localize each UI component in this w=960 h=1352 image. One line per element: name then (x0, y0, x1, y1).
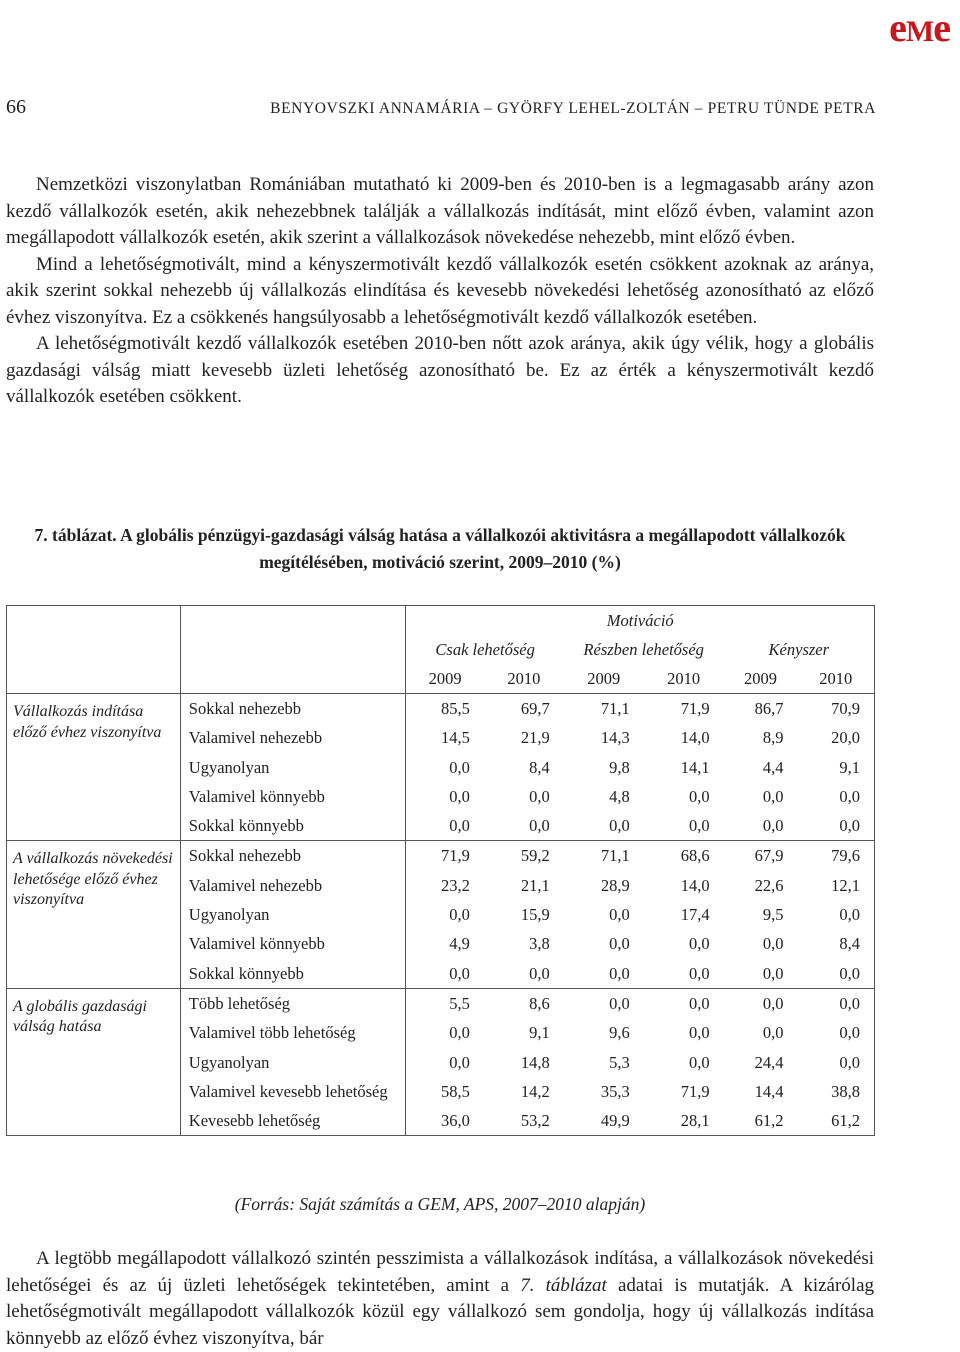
value-cell: 0,0 (406, 1018, 484, 1047)
value-cell: 0,0 (798, 900, 875, 929)
journal-logo: eMe (889, 5, 950, 50)
header-corner (180, 606, 406, 694)
row-label: Ugyanolyan (180, 753, 406, 782)
value-cell: 14,8 (520, 1052, 550, 1072)
value-cell: 61,2 (724, 1106, 798, 1136)
value-cell: 0,0 (406, 753, 484, 782)
value-cell: 53,2 (484, 1106, 564, 1136)
value-cell: 71,1 (564, 694, 644, 724)
value-cell: 8,4 (529, 757, 550, 777)
value-cell: 14,0 (680, 875, 710, 895)
value-cell: 71,9 (680, 1081, 710, 1101)
table-row (7, 694, 875, 724)
page-number: 66 (6, 96, 26, 118)
group-header: Kényszer (724, 635, 875, 664)
value-cell: 14,0 (680, 728, 710, 748)
value-cell: 0,0 (688, 963, 710, 983)
value-cell: 28,9 (600, 875, 630, 895)
value-cell: 71,9 (644, 694, 724, 724)
year-header: 2009 (587, 668, 621, 688)
row-label: Valamivel több lehetőség (180, 1018, 406, 1047)
year-header: 2010 (507, 668, 541, 688)
value-cell: 58,5 (406, 1077, 484, 1106)
value-cell: 5,5 (406, 988, 484, 1018)
group-header: Csak lehetőség (406, 635, 564, 664)
row-label: Ugyanolyan (180, 1048, 406, 1077)
value-cell: 0,0 (406, 782, 484, 811)
table-body (7, 694, 875, 1136)
value-cell: 9,1 (798, 753, 875, 782)
table-source: (Forrás: Saját számítás a GEM, APS, 2007–2010 alapján) (234, 1194, 646, 1214)
value-cell: 21,9 (520, 728, 550, 748)
table-reference: 7. táblázat (520, 1274, 607, 1296)
value-cell: 67,9 (724, 841, 798, 871)
value-cell: 79,6 (798, 841, 875, 871)
value-cell: 8,9 (762, 728, 784, 748)
row-label: Ugyanolyan (180, 900, 406, 929)
value-cell: 9,6 (609, 1023, 630, 1043)
table-title: A globális pénzügyi-gazdasági válság hatása a vállalkozói aktivitásra a megállapodott vállalkozók megítélésében, motiváció szerint, 2009–2010 (%) (120, 525, 846, 572)
year-header: 2010 (667, 668, 701, 688)
value-cell: 14,2 (520, 1081, 550, 1101)
value-cell: 5,3 (609, 1052, 630, 1072)
value-cell: 59,2 (484, 841, 564, 871)
value-cell: 0,0 (724, 988, 798, 1018)
row-label: Sokkal könnyebb (180, 959, 406, 989)
paragraph: A legtöbb megállapodott vállalkozó szintén pesszimista a vállalkozások indítása, a vállalkozások növekedési lehetőségei és az új üzleti lehetőségek tekintetében, amint a 7. táblázat adatai is mutatják. A kizárólag lehetőségmotivált megállapodott vállalkozók közül egy vállalkozó sem gondolja, hogy új vállalkozás indítása könnyebb az előző évhez viszonyítva, bár (6, 1248, 875, 1349)
value-cell: 14,3 (600, 728, 630, 748)
value-cell: 17,4 (680, 905, 710, 925)
value-cell: 49,9 (564, 1106, 644, 1136)
value-cell: 0,0 (762, 963, 784, 983)
value-cell: 0,0 (609, 905, 630, 925)
value-cell: 8,4 (798, 929, 875, 958)
row-group-label: Vállalkozás indítása előző évhez viszonyítva (7, 694, 181, 841)
header-corner (7, 606, 181, 694)
value-cell: 71,9 (406, 841, 484, 871)
value-cell: 85,5 (406, 694, 484, 724)
value-cell: 4,9 (406, 929, 484, 958)
value-cell: 0,0 (798, 782, 875, 811)
row-group-label: A vállalkozás növekedési lehetősége előző évhez viszonyítva (7, 841, 181, 988)
value-cell: 9,8 (609, 757, 630, 777)
row-label: Sokkal könnyebb (180, 811, 406, 841)
intro-text (6, 172, 874, 411)
year-header: 2009 (406, 664, 484, 694)
value-cell: 0,0 (529, 963, 550, 983)
value-cell: 20,0 (798, 723, 875, 752)
value-cell: 0,0 (762, 1023, 784, 1043)
paragraph: Nemzetközi viszonylatban Romániában mutatható ki 2009-ben és 2010-ben is a legmagasabb arány azon kezdő vállalkozók esetén, akik nehezebbnek találják a vállalkozás indítását, mint előző évben, valamint azon megállapodott vállalkozók esetén, akik szerint a vállalkozások növekedése nehezebb, mint előző évben. (6, 174, 874, 248)
year-header: 2010 (798, 664, 875, 694)
row-label: Sokkal nehezebb (180, 694, 406, 724)
value-cell: 35,3 (600, 1081, 630, 1101)
value-cell: 0,0 (688, 816, 710, 836)
value-cell: 0,0 (762, 816, 784, 836)
group-header: Részben lehetőség (583, 639, 704, 659)
value-cell: 38,8 (798, 1077, 875, 1106)
table-row (7, 988, 875, 1018)
value-cell: 4,4 (762, 757, 784, 777)
value-cell: 0,0 (688, 1052, 710, 1072)
row-label: Több lehetőség (180, 988, 406, 1018)
value-cell: 0,0 (798, 988, 875, 1018)
value-cell: 0,0 (798, 811, 875, 841)
table-row (7, 841, 875, 871)
value-cell: 0,0 (529, 816, 550, 836)
value-cell: 0,0 (609, 816, 630, 836)
value-cell: 0,0 (688, 1023, 710, 1043)
value-cell: 70,9 (798, 694, 875, 724)
row-group-label: A globális gazdasági válság hatása (7, 988, 181, 1135)
value-cell: 68,6 (644, 841, 724, 871)
paragraph: Mind a lehetőségmotivált, mind a kényszermotivált kezdő vállalkozók esetén csökkent azoknak az aránya, akik szerint sokkal nehezebb új vállalkozás elindítása és kevesebb növekedési lehetőség azonosítható az előző évhez viszonyítva. Ez a csökkenés hangsúlyosabb a lehetőségmotivált kezdő vállalkozók esetében. (6, 253, 874, 328)
value-cell: 8,6 (484, 988, 564, 1018)
value-cell: 0,0 (529, 786, 550, 806)
value-cell: 0,0 (406, 1048, 484, 1077)
value-cell: 0,0 (406, 900, 484, 929)
value-cell: 14,1 (680, 757, 710, 777)
value-cell: 69,7 (484, 694, 564, 724)
row-label: Valamivel könnyebb (180, 782, 406, 811)
value-cell: 0,0 (798, 1048, 875, 1077)
value-cell: 23,2 (406, 871, 484, 900)
value-cell: 14,5 (406, 723, 484, 752)
motivation-header: Motiváció (406, 606, 875, 636)
value-cell: 0,0 (762, 934, 784, 954)
value-cell: 0,0 (609, 963, 630, 983)
row-label: Valamivel könnyebb (180, 929, 406, 958)
value-cell: 0,0 (798, 959, 875, 989)
value-cell: 24,4 (754, 1052, 784, 1072)
value-cell: 0,0 (609, 934, 630, 954)
year-header: 2009 (744, 668, 778, 688)
value-cell: 3,8 (529, 934, 550, 954)
value-cell: 14,4 (754, 1081, 784, 1101)
value-cell: 86,7 (724, 694, 798, 724)
value-cell: 9,5 (762, 905, 784, 925)
value-cell: 0,0 (406, 811, 484, 841)
data-table (6, 605, 875, 1136)
table-label: 7. táblázat. (34, 525, 117, 545)
value-cell: 0,0 (688, 786, 710, 806)
value-cell: 0,0 (564, 988, 644, 1018)
value-cell: 15,9 (520, 905, 550, 925)
value-cell: 0,0 (644, 988, 724, 1018)
closing-text (6, 1246, 874, 1352)
value-cell: 36,0 (406, 1106, 484, 1136)
value-cell: 0,0 (798, 1018, 875, 1047)
row-label: Valamivel nehezebb (180, 871, 406, 900)
row-label: Sokkal nehezebb (180, 841, 406, 871)
paragraph: A lehetőségmotivált kezdő vállalkozók esetében 2010-ben nőtt azok aránya, akik úgy vélik, hogy a globális gazdasági válság miatt kevesebb üzleti lehetőség azonosítható be. Ez az érték a kényszermotivált kezdő vállalkozók esetében csökkent. (6, 333, 874, 407)
value-cell: 22,6 (754, 875, 784, 895)
value-cell: 4,8 (609, 786, 630, 806)
value-cell: 61,2 (798, 1106, 875, 1136)
row-label: Valamivel kevesebb lehetőség (180, 1077, 406, 1106)
row-label: Kevesebb lehetőség (180, 1106, 406, 1136)
table-caption (6, 522, 874, 576)
value-cell: 0,0 (762, 786, 784, 806)
value-cell: 9,1 (529, 1023, 550, 1043)
row-label: Valamivel nehezebb (180, 723, 406, 752)
value-cell: 71,1 (564, 841, 644, 871)
value-cell: 0,0 (406, 959, 484, 989)
value-cell: 0,0 (688, 934, 710, 954)
value-cell: 21,1 (520, 875, 550, 895)
value-cell: 28,1 (644, 1106, 724, 1136)
value-cell: 12,1 (798, 871, 875, 900)
running-header-authors: BENYOVSZKI ANNAMÁRIA – GYÖRFY LEHEL-ZOLTÁN – PETRU TÜNDE PETRA (270, 100, 876, 117)
